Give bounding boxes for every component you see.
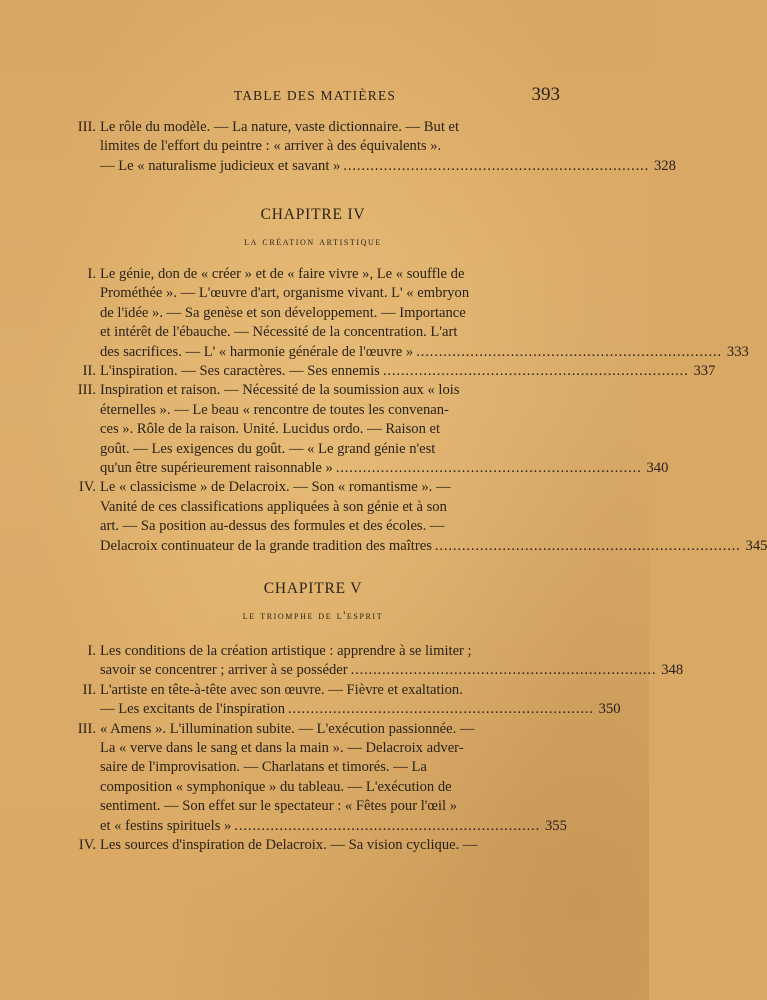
entry-last-line (100, 817, 567, 836)
entry-body (100, 265, 749, 362)
chapter-heading (66, 206, 560, 248)
toc-section (66, 265, 767, 556)
entry-number: III. (77, 720, 96, 737)
entry-line: limites de l'effort du peintre : « arriver à des équivalents ». (100, 138, 442, 155)
entry-line: L'inspiration. — Ses caractères. — Ses ennemis (100, 363, 380, 380)
entry-line: La « verve dans le sang et dans la main ». — Delacroix adver- (100, 740, 464, 757)
entry-page-number (534, 836, 560, 855)
dot-leader (383, 362, 687, 381)
entry-body (100, 381, 668, 478)
dot-leader (288, 700, 592, 719)
entry-body (100, 362, 715, 381)
dot-leader (416, 343, 720, 362)
entry-body (100, 836, 560, 855)
toc-section (66, 642, 684, 855)
toc-entry (66, 362, 716, 381)
dot-leader (351, 661, 655, 680)
entry-page-number: 333 (726, 343, 749, 360)
entry-page-number: 328 (653, 157, 676, 174)
entry-last-line (100, 459, 668, 478)
entry-line: saire de l'improvisation. — Charlatans et timorés. — La (100, 759, 427, 776)
entry-last-line (100, 362, 715, 381)
entry-last-line (100, 537, 767, 556)
page-header (70, 84, 560, 110)
entry-line: — Les excitants de l'inspiration (100, 701, 286, 718)
chapter-title: CHAPITRE V (263, 580, 363, 597)
entry-page-number: 350 (598, 701, 621, 718)
toc-entry (66, 381, 669, 478)
chapter-subtitle: la création artistique (244, 236, 382, 248)
toc-entry (66, 118, 676, 176)
entry-line: Delacroix continuateur de la grande tradition des maîtres (100, 537, 432, 554)
entry-line: Les conditions de la création artistique : apprendre à se limiter ; (100, 643, 472, 659)
chapter-title: CHAPITRE IV (260, 206, 366, 223)
entry-number: IV. (78, 837, 96, 854)
entry-last-line (100, 700, 621, 719)
entry-body (100, 720, 567, 836)
entry-last-line (100, 343, 749, 362)
entry-line: Prométhée ». — L'œuvre d'art, organisme vivant. L' « embryon (100, 285, 470, 302)
dot-leader (234, 817, 538, 836)
entry-line: savoir se concentrer ; arriver à se posséder (100, 662, 348, 679)
entry-body (100, 118, 676, 176)
entry-line: « Amens ». L'illumination subite. — L'exécution passionnée. — (100, 720, 475, 737)
entry-body (100, 642, 683, 681)
entry-number: I. (87, 643, 96, 659)
toc-entry (66, 478, 767, 556)
entry-line: composition « symphonique » du tableau. — L'exécution de (100, 778, 452, 795)
toc-entry (66, 265, 749, 362)
entry-line: Les sources d'inspiration de Delacroix. — Sa vision cyclique. — (100, 837, 478, 854)
entry-line: Le génie, don de « créer » et de « faire vivre », Le « souffle de (100, 266, 465, 282)
entry-last-line (100, 836, 560, 855)
entry-page-number: 355 (545, 817, 567, 834)
entry-number: II. (82, 681, 96, 698)
entry-number: II. (82, 363, 96, 380)
entry-line: éternelles ». — Le beau « rencontre de toutes les convenan- (100, 401, 449, 418)
entry-body (100, 681, 621, 720)
entry-line: — Le « naturalisme judicieux et savant » (100, 157, 341, 174)
toc-entry (66, 681, 621, 720)
entry-page-number: 340 (646, 460, 669, 477)
entry-line: et intérêt de l'ébauche. — Nécessité de la concentration. L'art (100, 324, 458, 341)
chapter-subtitle: le triomphe de l'esprit (242, 610, 384, 622)
page-number: 393 (531, 84, 560, 105)
running-title: TABLE DES MATIÈRES (233, 88, 397, 103)
entry-page-number: 337 (693, 363, 716, 380)
entry-line: de l'idée ». — Sa genèse et son développement. — Importance (100, 304, 466, 321)
entry-number: III. (77, 382, 96, 399)
entry-line: et « festins spirituels » (100, 817, 232, 834)
toc-entry (66, 836, 560, 855)
entry-number: III. (77, 119, 96, 135)
toc-entry (66, 720, 567, 836)
entry-last-line (100, 661, 683, 680)
entry-line: art. — Sa position au-dessus des formules et des écoles. — (100, 518, 445, 535)
dot-leader (481, 836, 531, 855)
entry-last-line (100, 157, 676, 176)
entry-line: qu'un être supérieurement raisonnable » (100, 460, 333, 477)
entry-number: I. (87, 266, 96, 282)
toc-section (66, 118, 676, 176)
dot-leader (435, 537, 739, 556)
entry-line: goût. — Les exigences du goût. — « Le grand génie n'est (100, 440, 436, 457)
entry-line: ces ». Rôle de la raison. Unité. Lucidus ordo. — Raison et (100, 421, 441, 438)
entry-line: L'artiste en tête-à-tête avec son œuvre. — Fièvre et exaltation. (100, 681, 463, 698)
entry-line: Vanité de ces classifications appliquées à son génie et à son (100, 498, 447, 515)
entry-page-number: 348 (661, 662, 684, 679)
toc-entry (66, 642, 684, 681)
entry-number: IV. (78, 479, 96, 496)
entry-page-number: 345 (745, 537, 767, 554)
chapter-heading (66, 580, 560, 622)
entry-body (100, 478, 767, 556)
entry-line: Le « classicisme » de Delacroix. — Son « romantisme ». — (100, 479, 451, 496)
entry-line: sentiment. — Son effet sur le spectateur : « Fêtes pour l'œil » (100, 798, 457, 815)
entry-line: des sacrifices. — L' « harmonie générale de l'œuvre » (100, 343, 414, 360)
entry-line: Inspiration et raison. — Nécessité de la soumission aux « lois (100, 382, 460, 399)
dot-leader (336, 459, 640, 478)
entry-line: Le rôle du modèle. — La nature, vaste dictionnaire. — But et (100, 119, 460, 135)
dot-leader (343, 157, 647, 176)
